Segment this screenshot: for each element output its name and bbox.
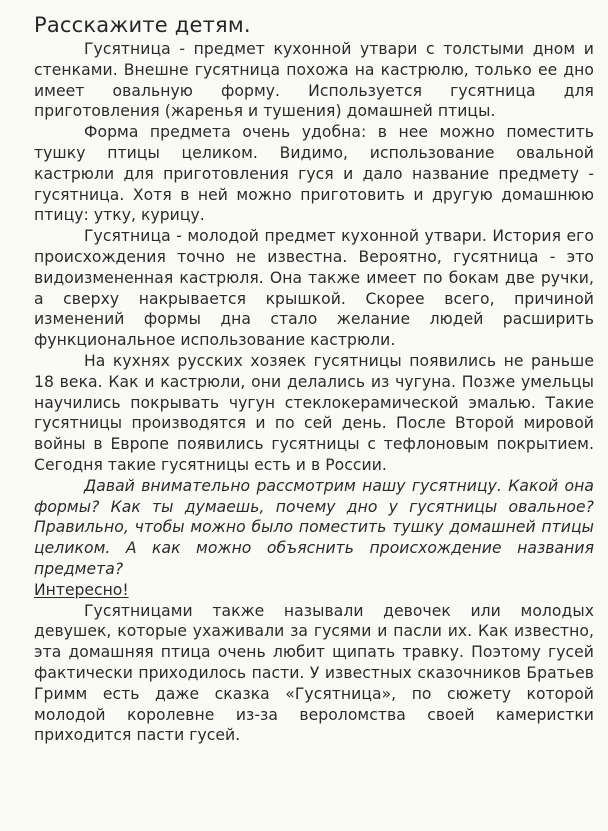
question-paragraph: Давай внимательно рассмотрим нашу гусятницу. Какой она формы? Как ты думаешь, почему дно у гусятницы овальное? Правильно, чтобы можно было поместить тушку домашней птицы целиком. А как можно объяснить происхождение названия предмета? [34,476,594,578]
paragraph-2: Форма предмета очень удобна: в нее можно поместить тушку птицы целиком. Видимо, использование овальной кастрюли для приготовления гуся и дало название предмету - гусятница. Хотя в ней можно приготовить и другую домашнюю птицу: утку, курицу. [34,123,594,225]
paragraph-4: На кухнях русских хозяек гусятницы появились не раньше 18 века. Как и кастрюли, они делались из чугуна. Позже умельцы научились покрывать чугун стеклокерамической эмалью. Такие гусятницы производятся и по сей день. После Второй мировой войны в Европе появились гусятницы с тефлоновым покрытием. Сегодня такие гусятницы есть и в России. [34,351,594,474]
interesting-paragraph: Гусятницами также называли девочек или молодых девушек, которые ухаживали за гусями и пасли их. Как известно, эта домашняя птица очень любит щипать травку. Поэтому гусей фактически приходилось пасти. У известных сказочников Братьев Гримм есть даже сказка «Гусятница», по сюжету которой молодой королевне из-за вероломства своей камеристки приходится пасти гусей. [34,601,594,745]
interesting-heading: Интересно! [34,580,129,599]
page-title: Расскажите детям. [34,13,251,37]
paragraph-1: Гусятница - предмет кухонной утвари с толстыми дном и стенками. Внешне гусятница похожа на кастрюлю, только ее дно имеет овальную форму. Используется гусятница для приготовления (жаренья и тушения) домашней птицы. [34,40,594,121]
paragraph-3: Гусятница - молодой предмет кухонной утвари. История его происхождения точно не известна. Вероятно, гусятница - это видоизмененная кастрюля. Она также имеет по бокам две ручки, а сверху накрывается крышкой. Скорее всего, причиной изменений формы дна стало желание людей расширить функциональное использование кастрюли. [34,227,594,350]
